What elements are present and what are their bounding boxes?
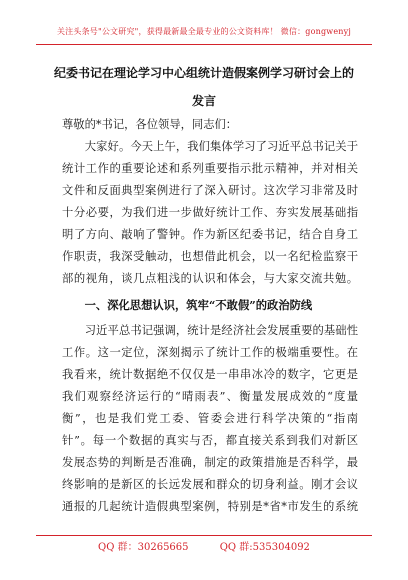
body-line: 终影响的是新区的长远发展和群众的切身利益。刚才会议 xyxy=(62,478,358,491)
body-line: 大家好。今天上午，我们集体学习了习近平总书记关于 xyxy=(62,140,358,153)
body-line: 通报的几起统计造假典型案例，特别是*省*市发生的系统 xyxy=(62,500,358,513)
header-banner: 关注头条号"公文研究"，获得最新最全最专业的公文资料库！ 微信：gongwenyj xyxy=(56,27,352,36)
body-line: 针”。每一个数据的真实与否，都直接关系到我们对新区 xyxy=(62,434,358,447)
footer-qq-group-1: QQ 群：30265665 xyxy=(98,542,189,553)
body-line: 我看来，统计数据绝不仅仅是一串串冰冷的数字，它更是 xyxy=(62,368,358,381)
body-line: 十分必要，为我们进一步做好统计工作、夯实发展基础指 xyxy=(62,206,358,219)
body-line: 统计工作的重要论述和系列重要指示批示精神，并对相关 xyxy=(62,162,358,175)
body-line: 工作。这一定位，深刻揭示了统计工作的极端重要性。在 xyxy=(62,346,358,359)
body-line: 我们观察经济运行的“晴雨表”、衡量发展成效的“度量 xyxy=(62,390,358,403)
document-title-line-2: 发言 xyxy=(191,94,216,108)
body-line: 文件和反面典型案例进行了深入研讨。这次学习非常及时 xyxy=(62,184,358,197)
section-heading: 一、深化思想认识，筑牢“不敢假”的政治防线 xyxy=(62,298,313,312)
body-line: 作职责，我深受触动，也想借此机会，以一名纪检监察干 xyxy=(62,250,358,263)
body-line: 发展态势的判断是否准确，制定的政策措施是否科学，最 xyxy=(62,456,358,469)
body-line: 明了方向、敲响了警钟。作为新区纪委书记，结合自身工 xyxy=(62,228,358,241)
salutation: 尊敬的*书记，各位领导，同志们： xyxy=(62,118,238,131)
footer-divider xyxy=(36,535,372,536)
footer-contact xyxy=(0,538,408,553)
footer-qq-group-2: QQ 群:535304092 xyxy=(219,542,310,553)
body-line: 习近平总书记强调，统计是经济社会发展重要的基础性 xyxy=(62,324,358,337)
document-title-line-1: 纪委书记在理论学习中心组统计造假案例学习研讨会上的 xyxy=(53,66,354,80)
body-line: 部的视角，谈几点粗浅的认识和体会，与大家交流共勉。 xyxy=(62,272,358,285)
header-divider xyxy=(36,44,372,45)
body-line: 衡”，也是我们党工委、管委会进行科学决策的“指南 xyxy=(62,412,358,425)
